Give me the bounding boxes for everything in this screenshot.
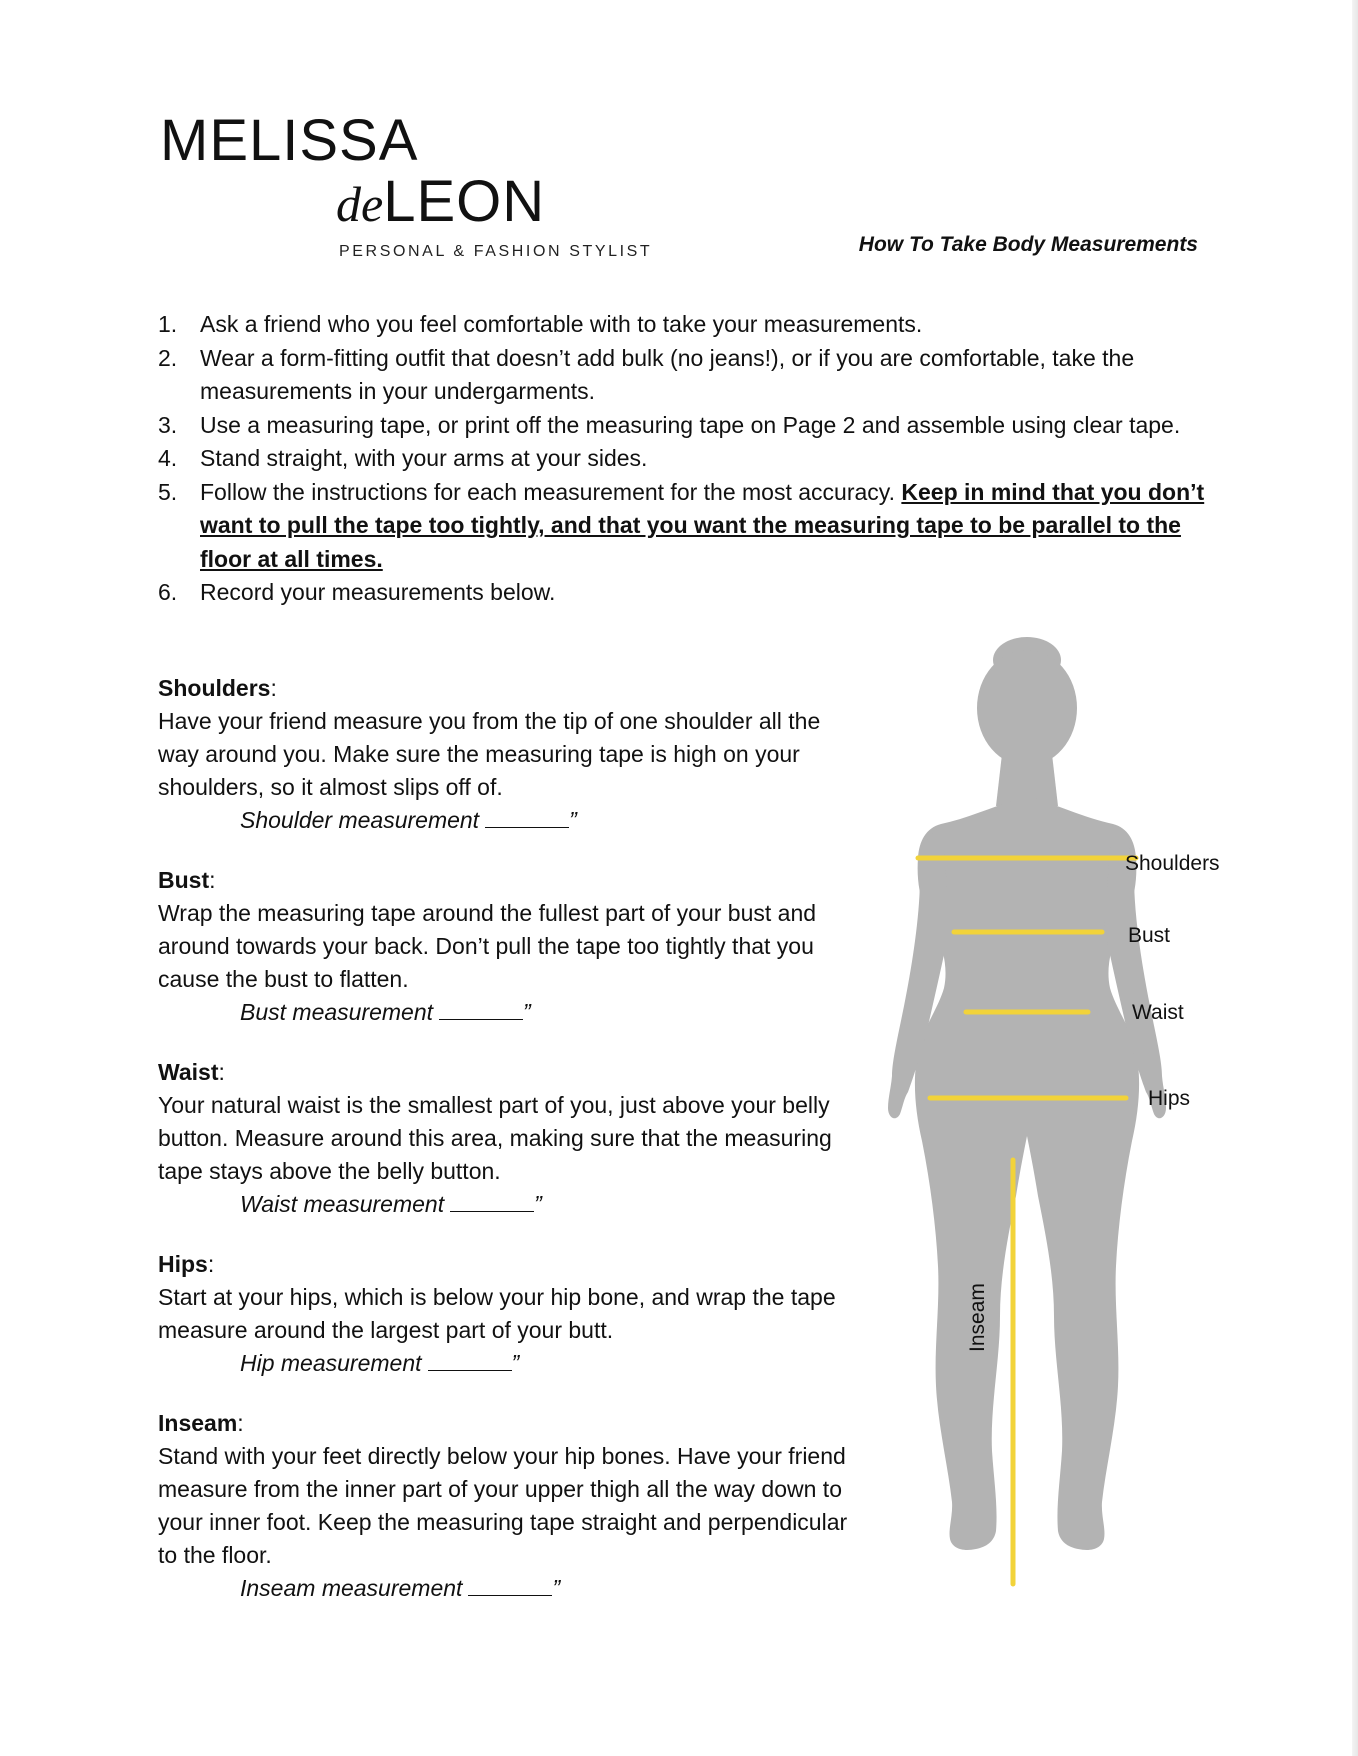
step-item (158, 342, 1208, 409)
section-colon: : (209, 867, 216, 893)
section-text: Your natural waist is the smallest part of you, just above your belly button. Measure around this area, making sure that the measuring tape stays above the belly button. (158, 1092, 832, 1184)
record-blank[interactable] (468, 1575, 552, 1596)
record-unit: ” (511, 1350, 520, 1376)
logo-leon: LEON (383, 169, 546, 234)
step-item (158, 476, 1208, 577)
step-text: Use a measuring tape, or print off the measuring tape on Page 2 and assemble using clear tape. (200, 411, 1181, 438)
section-heading (158, 1056, 848, 1089)
record-label: Shoulder measurement (240, 807, 480, 833)
figure-label-bust: Bust (1128, 924, 1171, 947)
section-title: Shoulders (158, 675, 271, 701)
record-unit: ” (523, 999, 531, 1025)
section-heading (158, 1407, 848, 1440)
figure-label-shoulders: Shoulders (1125, 852, 1220, 875)
record-label: Inseam measurement (240, 1575, 463, 1601)
section-colon: : (218, 1059, 225, 1085)
logo-tagline: PERSONAL & FASHION STYLIST (339, 243, 653, 260)
record-line (158, 996, 848, 1029)
record-line (158, 1188, 848, 1221)
section-shoulders (158, 672, 848, 837)
record-label: Hip measurement (240, 1350, 422, 1376)
section-colon: : (207, 1251, 215, 1277)
section-colon: : (270, 675, 277, 701)
figure-label-inseam: Inseam (966, 1283, 989, 1352)
record-line (158, 1347, 848, 1380)
section-text: Wrap the measuring tape around the fullest part of your bust and around towards your back. Don’t pull the tape too tightly that you cause the bust to flatten. (158, 900, 817, 992)
step-number: 3. (158, 411, 178, 438)
step-text: Follow the instructions for each measurement for the most accuracy. (200, 478, 902, 505)
step-number: 1. (158, 311, 178, 337)
section-text: Stand with your feet directly below your hip bones. Have your friend measure from the inner part of your upper thigh all the way down to your inner foot. Keep the measuring tape straight and perpendicular to the floor. (158, 1443, 848, 1568)
step-text: Stand straight, with your arms at your sides. (200, 445, 648, 471)
record-blank[interactable] (428, 1350, 512, 1371)
step-number: 6. (158, 579, 178, 605)
logo-de: de (336, 176, 384, 232)
record-label: Waist measurement (240, 1191, 445, 1217)
body-silhouette-figure (870, 636, 1270, 1596)
logo-name-first: MELISSA (160, 108, 419, 173)
section-hips (158, 1248, 848, 1380)
step-emphasis: Keep in mind that you don’t want to pull the tape too tightly, and that you want the measuring tape to be parallel to the floor at all times. (200, 478, 1205, 572)
section-title: Inseam (158, 1410, 238, 1436)
step-text: Wear a form-fitting outfit that doesn’t add bulk (no jeans!), or if you are comfortable, take the measurements in your undergarments. (200, 344, 1135, 404)
section-waist (158, 1056, 848, 1221)
figure-label-waist: Waist (1132, 1001, 1184, 1024)
section-heading (158, 1248, 848, 1281)
step-number: 2. (158, 344, 178, 371)
silhouette (888, 637, 1166, 1550)
step-item (158, 308, 1208, 342)
step-item (158, 576, 1208, 610)
step-item (158, 409, 1208, 443)
record-blank[interactable] (450, 1191, 534, 1212)
record-blank[interactable] (485, 807, 569, 828)
logo-name-last (336, 169, 546, 234)
record-unit: ” (534, 1191, 542, 1217)
step-number: 5. (158, 478, 178, 505)
step-item (158, 442, 1208, 476)
section-heading (158, 672, 848, 705)
record-unit: ” (552, 1575, 561, 1601)
head (977, 650, 1077, 766)
step-number: 4. (158, 445, 178, 471)
section-colon: : (237, 1410, 244, 1436)
section-text: Have your friend measure you from the tip of one shoulder all the way around you. Make sure the measuring tape is high on your shoulders, so it almost slips off of. (158, 708, 821, 800)
section-title: Bust (158, 867, 210, 893)
section-title: Waist (158, 1059, 219, 1085)
record-unit: ” (569, 807, 577, 833)
measurement-sections (158, 672, 848, 1632)
record-blank[interactable] (439, 999, 523, 1020)
record-line (158, 1572, 848, 1605)
step-text: Record your measurements below. (200, 579, 556, 605)
section-title: Hips (158, 1251, 208, 1277)
page-edge (1352, 0, 1358, 1756)
record-label: Bust measurement (240, 999, 434, 1025)
section-heading (158, 864, 848, 897)
section-inseam (158, 1407, 848, 1605)
instruction-steps (158, 308, 1208, 610)
figure-label-hips: Hips (1148, 1087, 1191, 1110)
document-title: How To Take Body Measurements (858, 233, 1198, 256)
record-line (158, 804, 848, 837)
step-text: Ask a friend who you feel comfortable with to take your measurements. (200, 311, 923, 337)
section-bust (158, 864, 848, 1029)
section-text: Start at your hips, which is below your hip bone, and wrap the tape measure around the largest part of your butt. (158, 1284, 836, 1343)
